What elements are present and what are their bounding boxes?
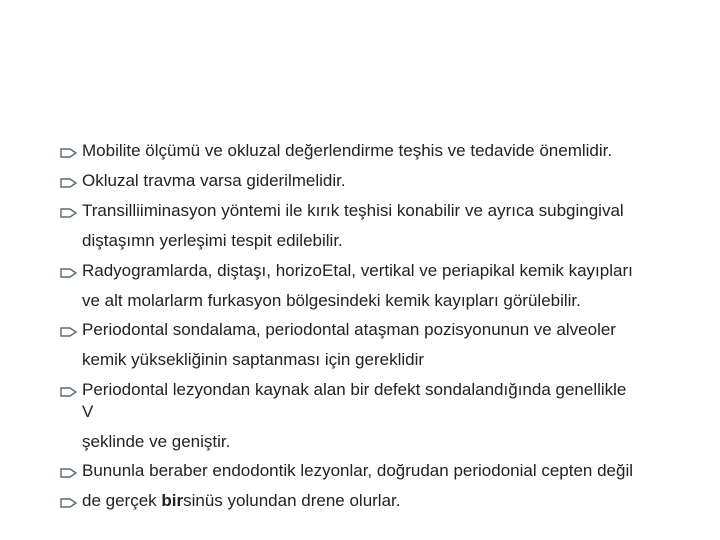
bullet-text-continuation: V — [82, 402, 94, 421]
bullet-text: Transilliiminasyon yöntemi ile kırık teşhisi konabilir ve ayrıca subgingival — [82, 201, 624, 220]
bullet-text — [82, 490, 720, 512]
bullet-text-part: de gerçek — [82, 491, 162, 510]
bullet-icon — [60, 146, 78, 160]
bullet-text: Radyogramlarda, diştaşı, horizoEtal, vertikal ve periapikal kemik kayıpları — [82, 261, 633, 280]
bullet-text: Periodontal lezyondan kaynak alan bir defekt sondalandığında genellikle — [82, 380, 627, 399]
bullet-text-bold: bir — [161, 491, 184, 510]
bullet-text: Okluzal travma varsa giderilmelidir. — [82, 171, 346, 190]
bullet-icon — [60, 206, 78, 220]
bullet-icon — [60, 266, 78, 280]
bullet-text-continuation: kemik yüksekliğinin saptanması için gereklidir — [82, 350, 425, 369]
bullet-text: Mobilite ölçümü ve okluzal değerlendirme teşhis ve tedavide önemlidir. — [82, 141, 613, 160]
bullet-text-part: sinüs yolundan drene olurlar. — [183, 491, 401, 510]
bullet-text-continuation: ve alt molarlarm furkasyon bölgesindeki kemik kayıpları görülebilir. — [82, 291, 581, 310]
bullet-icon — [60, 496, 78, 510]
bullet-text: Periodontal sondalama, periodontal ataşman pozisyonunun ve alveoler — [82, 320, 616, 339]
bullet-icon — [60, 466, 78, 480]
bullet-text: Bununla beraber endodontik lezyonlar, doğrudan periodonial cepten değil — [82, 461, 634, 480]
bullet-icon — [60, 176, 78, 190]
bullet-text-continuation: diştaşımn yerleşimi tespit edilebilir. — [82, 231, 343, 250]
bullet-text-continuation: şeklinde ve geniştir. — [82, 432, 231, 451]
bullet-icon — [60, 385, 78, 399]
bullet-icon — [60, 325, 78, 339]
